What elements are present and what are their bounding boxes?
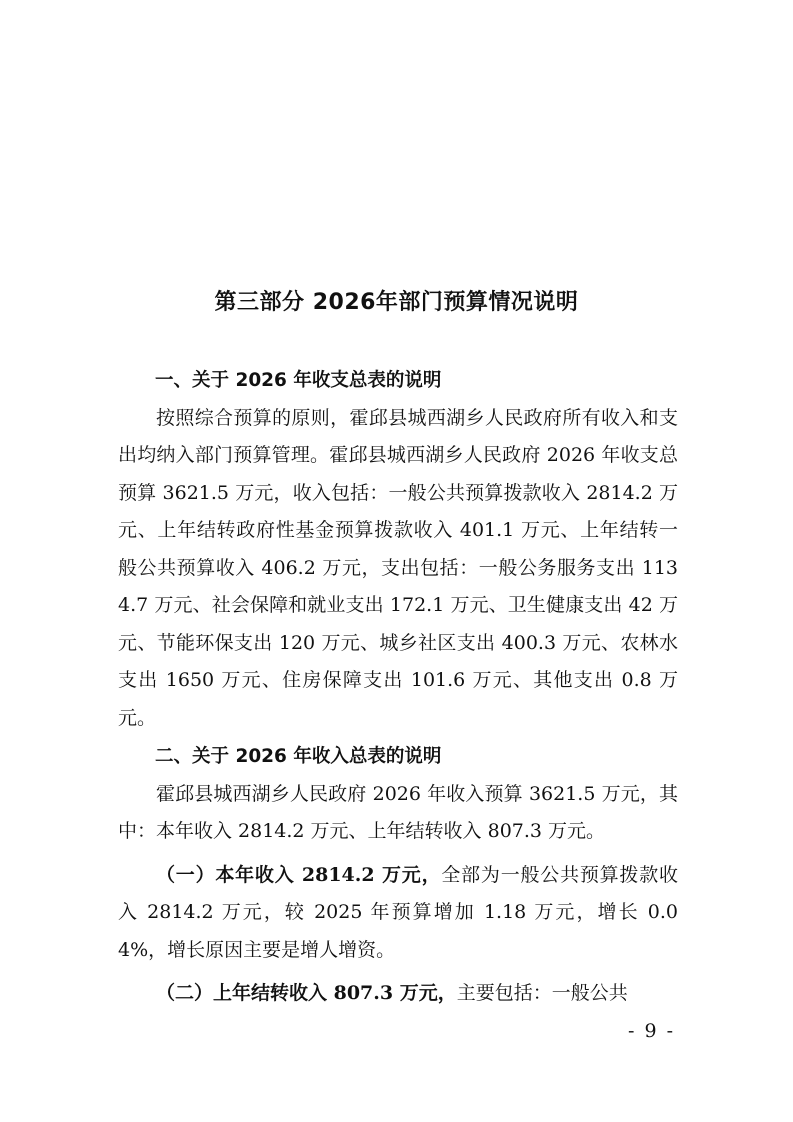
current-year-revenue-lead: （一）本年收入 2814.2 万元，	[156, 863, 442, 886]
section-heading-revenue: 二、关于 2026 年收入总表的说明	[155, 746, 442, 767]
current-year-revenue-text: 全部为一般公共预算拨款收入 2814.2 万元，较 2025 年预算增加 1.18 万元，增长 0.04%，增长原因主要是增人增资。	[118, 863, 678, 961]
document-body	[118, 362, 678, 1013]
paragraph-revenue: 霍邱县城西湖乡人民政府 2026 年收入预算 3621.5 万元，其中：本年收入 2814.2 万元、上年结转收入 807.3 万元。	[118, 782, 678, 842]
page-title: 第三部分 2026年部门预算情况说明	[214, 290, 579, 315]
page-number: - 9 -	[627, 1020, 675, 1042]
carryover-revenue-text: 主要包括：一般公共	[456, 982, 628, 1004]
carryover-revenue-lead: （二）上年结转收入 807.3 万元，	[156, 982, 457, 1004]
paragraph-carryover-revenue	[118, 975, 678, 1013]
paragraph-revenue-expenditure: 按照综合预算的原则，霍邱县城西湖乡人民政府所有收入和支出均纳入部门预算管理。霍邱县城西湖乡人民政府 2026 年收支总预算 3621.5 万元，收入包括：一般公共预算拨款收入 2814.2 万元、上年结转政府性基金预算拨款收入 401.1 万元、上年结转一般公共预算收入 406.2 万元，支出包括：一般公务服务支出 1134.7 万元、社会保障和就业支出 172.1 万元、卫生健康支出 42 万元、节能环保支出 120 万元、城乡社区支出 400.3 万元、农林水支出 1650 万元、住房保障支出 101.6 万元、其他支出 0.8 万元。	[118, 406, 678, 729]
paragraph-current-year-revenue	[118, 857, 678, 970]
section-heading-revenue-expenditure: 一、关于 2026 年收支总表的说明	[155, 370, 442, 391]
